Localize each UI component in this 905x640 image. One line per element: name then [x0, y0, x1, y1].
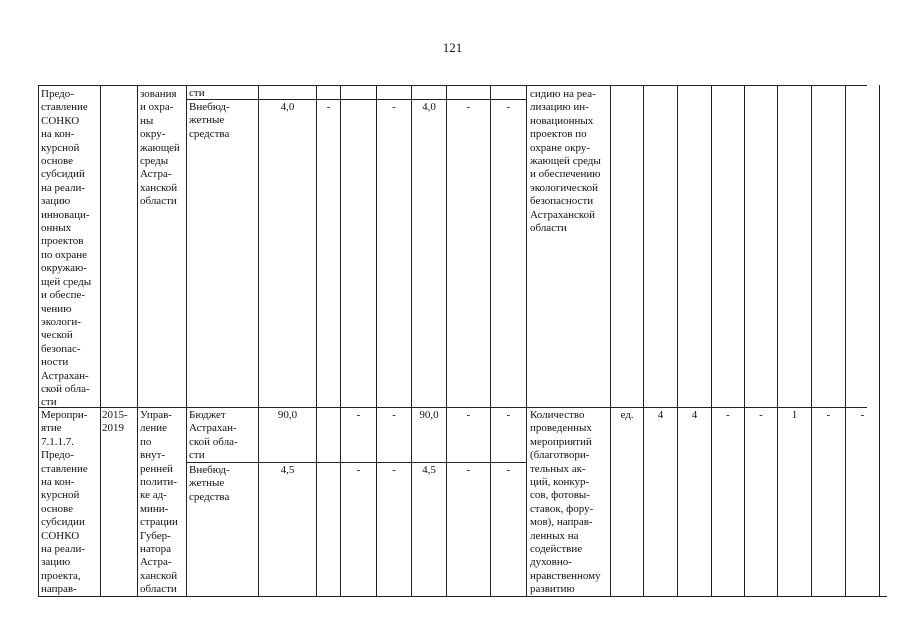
- amount-extrabudget: 90,0: [419, 409, 439, 421]
- column-line: [376, 85, 377, 597]
- indicator-value: -: [726, 409, 730, 421]
- indicator-value: -: [826, 409, 831, 421]
- funding-source: Внебюд- жетные средства: [189, 101, 230, 140]
- column-line: [777, 85, 778, 597]
- column-line: [137, 85, 138, 597]
- responsible-executor: Управ- ление по внут- ренней полити- ке ад- мини- страции Губер- натора Астра- ханской области: [140, 409, 178, 596]
- indicator-text: Количество проведенных мероприятий (благотвори- тельных ак- ций, конкур- сов, фотовы- ставок, фору- мов), направ- ленных на содействие духовно- нравственному развитию: [530, 409, 601, 596]
- column-line: [744, 85, 745, 597]
- column-line: [811, 85, 812, 597]
- amount-other: -: [506, 101, 511, 113]
- funding-source: Внебюд- жетные средства: [189, 464, 230, 503]
- column-line: [845, 85, 846, 597]
- column-line: [711, 85, 712, 597]
- amount-extrabudget: 4,5: [422, 464, 436, 476]
- amount-total: 4,5: [280, 464, 295, 476]
- amount-extrabudget: 4,0: [422, 101, 436, 113]
- indicator-value: 4: [657, 409, 664, 421]
- column-line: [186, 85, 187, 597]
- responsible-executor: зования и охра- ны окру- жающей среды Астра- ханской области: [140, 88, 180, 208]
- unit-of-measure: ед.: [620, 409, 634, 421]
- event-description: Меропри- ятие 7.1.1.7. Предо- ставление на кон- курсной основе субсидии СОНКО на реали- зацию проекта, направ-: [41, 409, 88, 596]
- indicator-value: 1: [791, 409, 798, 421]
- column-line: [677, 85, 678, 597]
- page-number: 121: [442, 40, 463, 55]
- amount-federal: -: [356, 409, 361, 421]
- amount-other: -: [506, 464, 511, 476]
- amount-total: 4,0: [280, 101, 295, 113]
- indicator-value: -: [860, 409, 865, 421]
- row-separator: [38, 407, 867, 408]
- column-line: [340, 85, 341, 597]
- funding-source: сти: [189, 87, 205, 99]
- amount-local: -: [466, 409, 471, 421]
- column-line: [526, 85, 527, 597]
- implementation-period: 2015- 2019: [102, 409, 128, 435]
- table-top-border: [38, 85, 867, 86]
- amount-regional: -: [392, 101, 396, 113]
- event-description: Предо- ставление СОНКО на кон- курсной основе субсидий на реали- зацию инноваци- онных проектов по охране окружаю- щей среды и обеспе- чению экологи- ческой безопас- ности Астрахан- ской обла- сти: [41, 88, 92, 409]
- amount-other: -: [506, 409, 511, 421]
- amount-regional: -: [392, 409, 396, 421]
- column-line: [490, 85, 491, 597]
- amount-regional: -: [392, 464, 396, 476]
- column-line: [879, 85, 880, 597]
- funding-source: Бюджет Астрахан- ской обла- сти: [189, 409, 238, 462]
- amount-local: -: [466, 464, 471, 476]
- column-line: [610, 85, 611, 597]
- indicator-value: 4: [691, 409, 698, 421]
- column-line: [316, 85, 317, 597]
- indicator-text: сидию на реа- лизацию ин- новационных проектов по охране окру- жающей среды и обеспечению экологической безопасности Астраханской области: [530, 88, 601, 235]
- amount-local: -: [466, 101, 471, 113]
- column-line: [411, 85, 412, 597]
- indicator-value: -: [759, 409, 763, 421]
- column-line: [258, 85, 259, 597]
- column-line: [38, 85, 39, 597]
- amount-federal: -: [326, 101, 331, 113]
- column-line: [100, 85, 101, 597]
- row-subdivider: [186, 99, 526, 100]
- column-line: [643, 85, 644, 597]
- amount-federal: -: [356, 464, 361, 476]
- amount-total: 90,0: [277, 409, 298, 421]
- column-line: [446, 85, 447, 597]
